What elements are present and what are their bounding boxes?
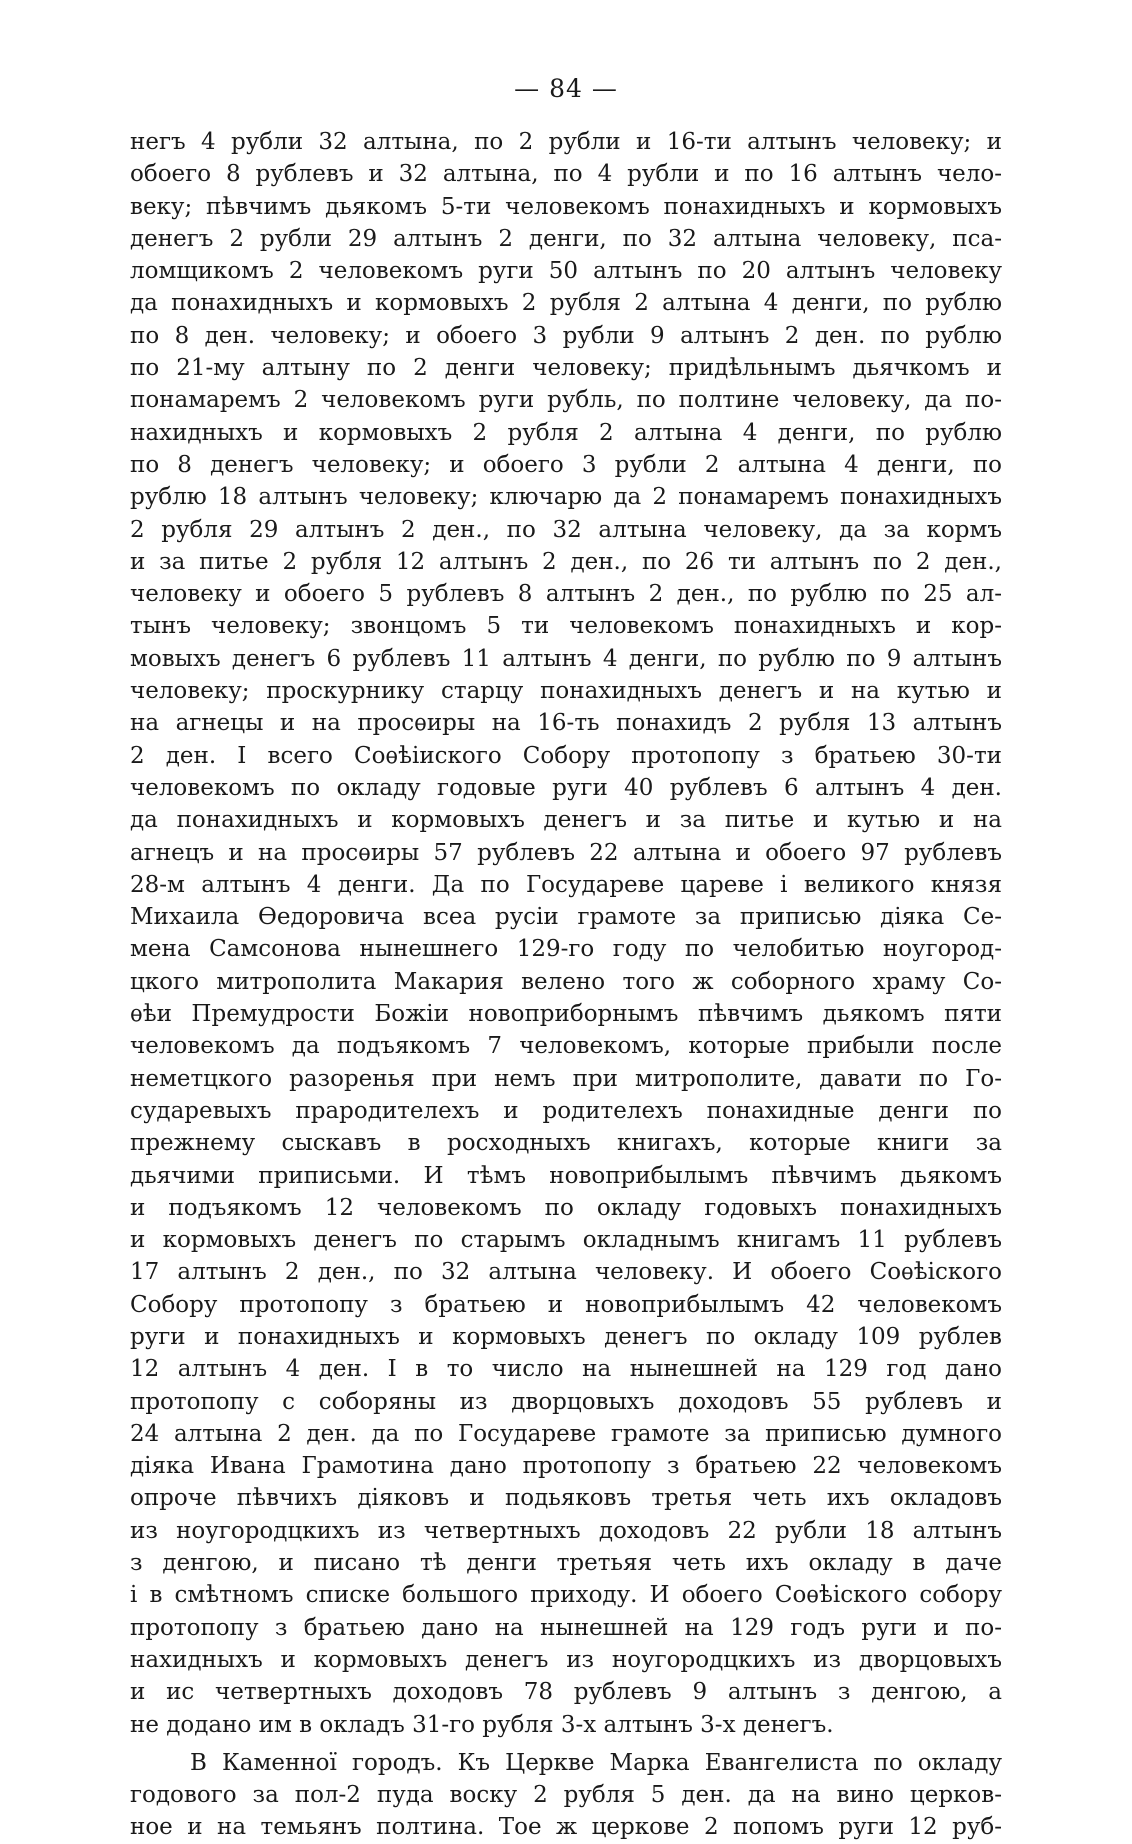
text-line: Собору протопопу з братьею и новоприбылымъ 42 человекомъ [130,1291,1002,1318]
text-line: по 21-му алтыну по 2 денги человеку; придѣльнымъ дьячкомъ и [130,355,1002,382]
text-line: человеку; проскурнику старцу понахидныхъ денегъ и на кутью и [130,678,1002,705]
text-line: и кормовыхъ денегъ по старымъ окладнымъ книгамъ 11 рублевъ [130,1227,1002,1254]
text-line: человекомъ по окладу годовые руги 40 рублевъ 6 алтынъ 4 ден. [130,774,1002,801]
text-line: діяка Ивана Грамотина дано протопопу з братьею 22 человекомъ [130,1453,1002,1480]
text-line: сударевыхъ прародителехъ и родителехъ понахидные денги по [130,1097,1002,1124]
text-line: рублю 18 алтынъ человеку; ключарю да 2 понамаремъ понахидныхъ [130,484,1002,511]
text-line: мена Самсонова нынешнего 129-го году по челобитью ноугород- [130,936,1002,963]
paragraph [130,126,1002,1741]
text-line: по 8 ден. человеку; и обоего 3 рубли 9 алтынъ 2 ден. по рублю [130,322,1002,349]
text-line: по 8 денегъ человеку; и обоего 3 рубли 2 алтына 4 денги, по [130,451,1002,478]
text-line: нахидныхъ и кормовыхъ денегъ из ноугородцкихъ из дворцовыхъ [130,1646,1002,1673]
text-line: человекомъ да подъякомъ 7 человекомъ, которые прибыли после [130,1033,1002,1060]
text-line: 2 рубля 29 алтынъ 2 ден., по 32 алтына человеку, да за кормъ [130,516,1002,543]
text-line: да понахидныхъ и кормовыхъ 2 рубля 2 алтына 4 денги, по рублю [130,290,1002,317]
text-line: веку; пѣвчимъ дьякомъ 5-ти человекомъ понахидныхъ и кормовыхъ [130,193,1002,220]
text-line: протопопу с соборяны из дворцовыхъ доходовъ 55 рублевъ и [130,1388,1002,1415]
text-line: мовыхъ денегъ 6 рублевъ 11 алтынъ 4 денги, по рублю по 9 алтынъ [130,645,1002,672]
text-line: и за питье 2 рубля 12 алтынъ 2 ден., по 26 ти алтынъ по 2 ден., [130,548,1002,575]
paragraph [130,1747,1002,1844]
text-line: ломщикомъ 2 человекомъ руги 50 алтынъ по 20 алтынъ человеку [130,258,1002,285]
text-line: протопопу з братьею дано на нынешней на 129 годъ руги и по- [130,1614,1002,1641]
text-line: і в смѣтномъ списке большого приходу. И обоего Соѳѣіского собору [130,1582,1002,1609]
text-line: прежнему сыскавъ в росходныхъ книгахъ, которые книги за [130,1130,1002,1157]
text-line: не додано им в окладъ 31-го рубля 3-х алтынъ 3-х денегъ. [130,1711,834,1738]
text-line: агнецъ и на просѳиры 57 рублевъ 22 алтына и обоего 97 рублевъ [130,839,1002,866]
text-line: нахидныхъ и кормовыхъ 2 рубля 2 алтына 4 денги, по рублю [130,419,1002,446]
text-line: дьячими приписьми. И тѣмъ новоприбылымъ пѣвчимъ дьякомъ [130,1162,1002,1189]
text-line: 2 ден. І всего Соѳѣіиского Собору протопопу з братьею 30-ти [130,742,1002,769]
text-line: неметцкого разоренья при немъ при митрополите, давати по Го- [130,1065,1002,1092]
text-line: ное и на темьянъ полтина. Тое ж церкове 2 попомъ руги 12 руб- [130,1814,1002,1841]
text-line: цкого митрополита Макария велено того ж соборного храму Со- [130,968,1002,995]
text-line: денегъ 2 рубли 29 алтынъ 2 денги, по 32 алтына человеку, пса- [130,225,1002,252]
text-line: ѳѣи Премудрости Божіи новоприборнымъ пѣвчимъ дьякомъ пяти [130,1001,1002,1028]
page-number: — 84 — [514,74,618,103]
body-text [130,126,1002,1844]
text-line: из ноугородцкихъ из четвертныхъ доходовъ 22 рубли 18 алтынъ [130,1517,1002,1544]
text-line: тынъ человеку; звонцомъ 5 ти человекомъ понахидныхъ и кор- [130,613,1002,640]
text-line: руги и понахидныхъ и кормовыхъ денегъ по окладу 109 рублев [130,1323,1002,1350]
text-line: обоего 8 рублевъ и 32 алтына, по 4 рубли и по 16 алтынъ чело- [130,161,1002,188]
text-line: негъ 4 рубли 32 алтына, по 2 рубли и 16-ти алтынъ человеку; и [130,129,1002,155]
text-line: 24 алтына 2 ден. да по Государеве грамоте за приписью думного [130,1420,1002,1447]
text-line: человеку и обоего 5 рублевъ 8 алтынъ 2 ден., по рублю по 25 ал- [130,581,1002,608]
text-line: з денгою, и писано тѣ денги третьяя четь ихъ окладу в даче [130,1550,1002,1577]
text-line: да понахидныхъ и кормовыхъ денегъ и за питье и кутью и на [130,807,1002,834]
text-line: и ис четвертныхъ доходовъ 78 рублевъ 9 алтынъ з денгою, а [130,1679,1002,1706]
text-line: годового за пол-2 пуда воску 2 рубля 5 ден. да на вино церков- [130,1782,1002,1809]
text-line: 12 алтынъ 4 ден. І в то число на нынешней на 129 год дано [130,1356,1002,1383]
text-line: понамаремъ 2 человекомъ руги рубль, по полтине человеку, да по- [130,387,1002,414]
text-line: 28-м алтынъ 4 денги. Да по Государеве цареве і великого князя [130,871,1002,898]
text-line: В Каменної городъ. Къ Церкве Марка Евангелиста по окладу [190,1749,1002,1776]
text-line: опроче пѣвчихъ діяковъ и подьяковъ третья четь ихъ окладовъ [130,1485,1002,1512]
text-line: 17 алтынъ 2 ден., по 32 алтына человеку. И обоего Соѳѣіского [130,1259,1002,1286]
text-line: на агнецы и на просѳиры на 16-ть понахидъ 2 рубля 13 алтынъ [130,710,1002,737]
text-line: и подъякомъ 12 человекомъ по окладу годовыхъ понахидныхъ [130,1194,1002,1221]
text-line: Михаила Ѳедоровича всеа русіи грамоте за приписью діяка Се- [130,904,1002,931]
